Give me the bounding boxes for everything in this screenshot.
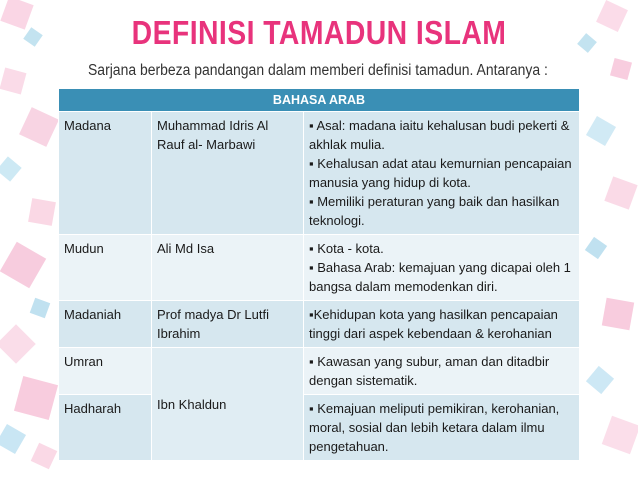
bullet-point: ▪ Bahasa Arab: kemajuan yang dicapai oleh 1 bangsa dalam memodenkan diri.: [309, 260, 571, 294]
bullet-point: ▪ Kehalusan adat atau kemurnian pencapaian manusia yang hidup di kota.: [309, 156, 572, 190]
table-row: [59, 235, 580, 301]
term-cell: Mudun: [59, 235, 152, 301]
bullet-point: ▪ Memiliki peraturan yang baik dan hasilkan teknologi.: [309, 194, 560, 228]
scholar-cell: Ali Md Isa: [152, 235, 304, 301]
slide-subtitle: Sarjana berbeza pandangan dalam memberi definisi tamadun. Antaranya :: [88, 62, 548, 79]
table-row: [59, 395, 580, 461]
description-cell: [304, 348, 580, 395]
slide-title: DEFINISI TAMADUN ISLAM: [131, 14, 507, 51]
bullet-point: ▪ Asal: madana iaitu kehalusan budi pekerti & akhlak mulia.: [309, 118, 570, 152]
bullet-point: ▪ Kota - kota.: [309, 241, 384, 256]
scholar-cell: Muhammad Idris Al Rauf al- Marbawi: [152, 112, 304, 235]
bullet-point: ▪Kehidupan kota yang hasilkan pencapaian tinggi dari aspek kebendaan & kerohanian: [309, 307, 558, 341]
table-header: BAHASA ARAB: [59, 89, 580, 112]
bullet-point: ▪ Kawasan yang subur, aman dan ditadbir dengan sistematik.: [309, 354, 550, 388]
table-row: [59, 112, 580, 235]
scholar-cell: Prof madya Dr Lutfi Ibrahim: [152, 301, 304, 348]
term-cell: Umran: [59, 348, 152, 395]
bullet-point: ▪ Kemajuan meliputi pemikiran, kerohanian, moral, sosial dan lebih ketara dalam ilmu pengetahuan.: [309, 401, 560, 454]
term-cell: Hadharah: [59, 395, 152, 461]
description-cell: [304, 395, 580, 461]
description-cell: [304, 112, 580, 235]
description-cell: [304, 301, 580, 348]
definition-table: [58, 88, 580, 461]
description-cell: [304, 235, 580, 301]
table-row: [59, 301, 580, 348]
term-cell: Madana: [59, 112, 152, 235]
term-cell: Madaniah: [59, 301, 152, 348]
scholar-cell: Ibn Khaldun: [152, 348, 304, 461]
table-row: [59, 348, 580, 395]
